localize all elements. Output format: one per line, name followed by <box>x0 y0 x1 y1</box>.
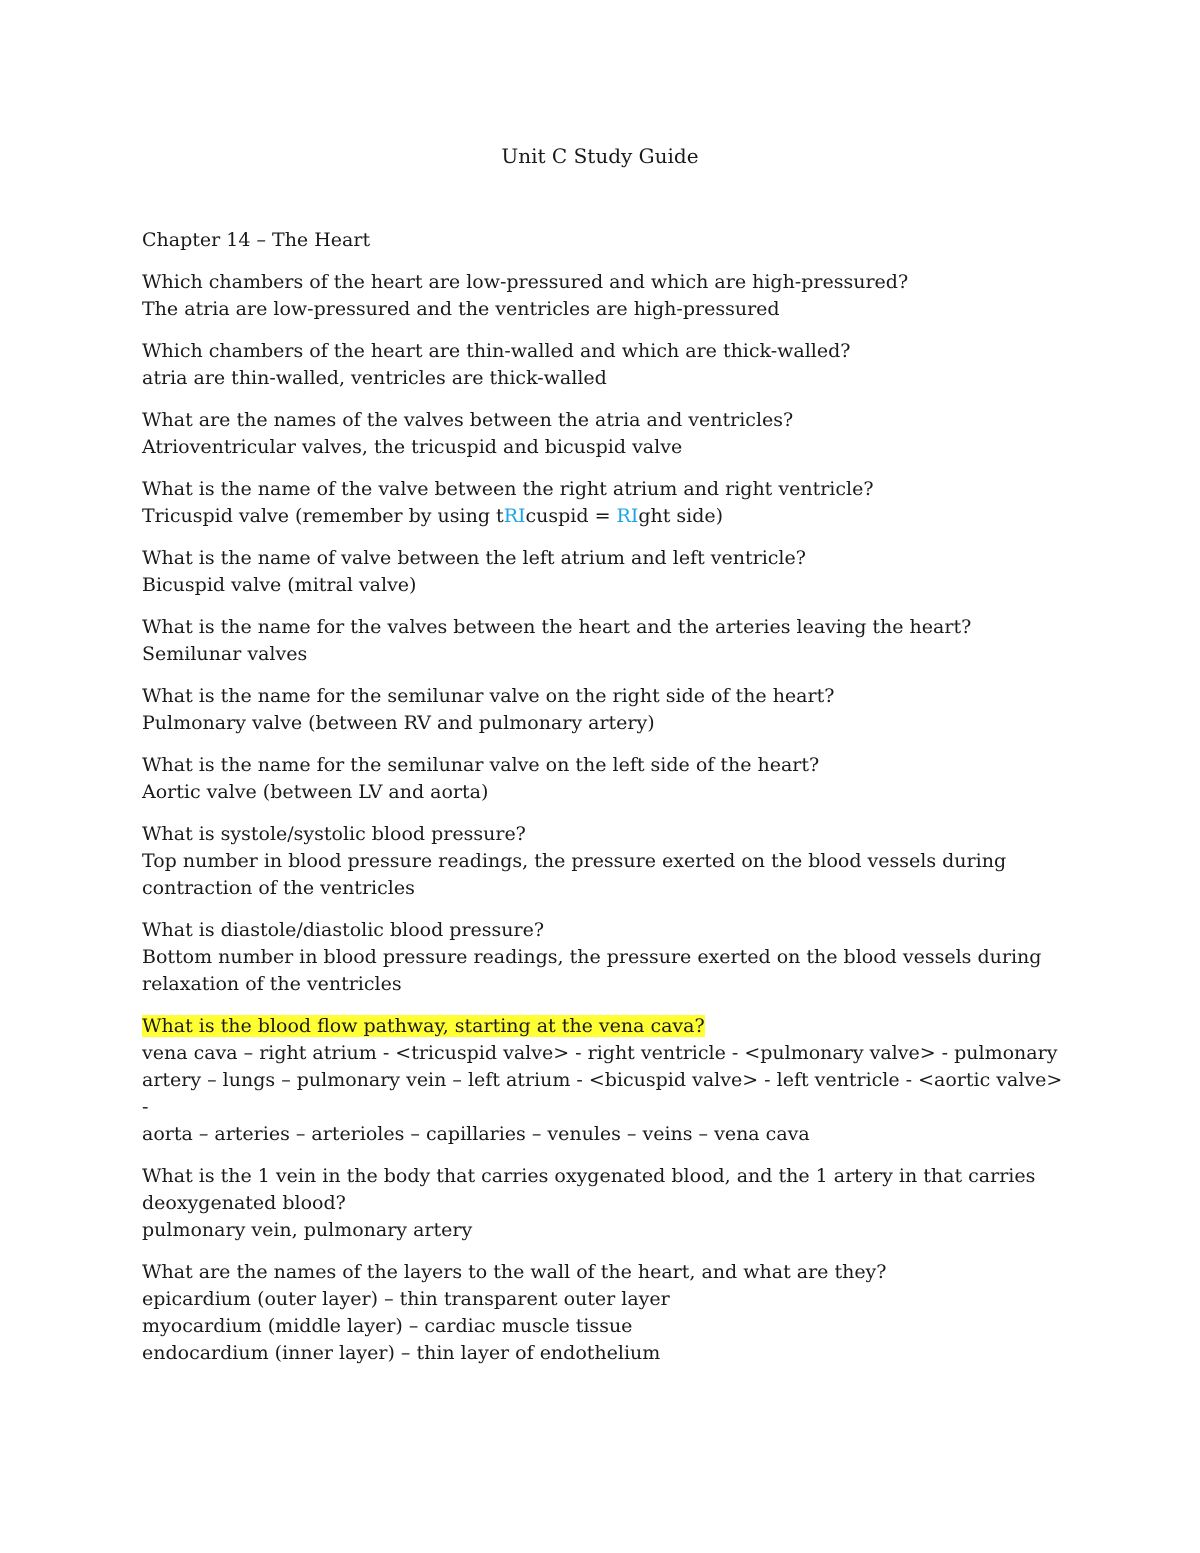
highlight-letters-ri: RI <box>616 505 639 527</box>
answer-text: Bicuspid valve (mitral valve) <box>142 574 417 596</box>
answer-text: myocardium (middle layer) – cardiac muscle tissue <box>142 1315 633 1337</box>
document-body <box>142 227 1067 1382</box>
answer-segment: Tricuspid valve (remember by using t <box>142 505 504 527</box>
question-text: deoxygenated blood? <box>142 1192 346 1214</box>
qa-item <box>142 917 1067 998</box>
answer-text: epicardium (outer layer) – thin transparent outer layer <box>142 1288 670 1310</box>
question-text: What is the name for the semilunar valve on the left side of the heart? <box>142 754 820 776</box>
qa-item <box>142 614 1067 668</box>
answer-text: pulmonary vein, pulmonary artery <box>142 1219 473 1241</box>
answer-text: atria are thin-walled, ventricles are thick-walled <box>142 367 607 389</box>
qa-item <box>142 545 1067 599</box>
question-text: What is diastole/diastolic blood pressure? <box>142 919 545 941</box>
highlighted-question: What is the blood flow pathway, starting at the vena cava? <box>142 1015 705 1037</box>
answer-text: vena cava – right atrium - <tricuspid valve> - right ventricle - <pulmonary valve> - pulmonary <box>142 1042 1058 1064</box>
answer-text: Aortic valve (between LV and aorta) <box>142 781 489 803</box>
chapter-heading: Chapter 14 – The Heart <box>142 229 371 251</box>
qa-item <box>142 821 1067 902</box>
answer-text: The atria are low-pressured and the ventricles are high-pressured <box>142 298 780 320</box>
question-text: Which chambers of the heart are low-pressured and which are high-pressured? <box>142 271 909 293</box>
question-text: What is the name for the valves between the heart and the arteries leaving the heart? <box>142 616 972 638</box>
answer-segment: ght side) <box>638 505 724 527</box>
qa-item <box>142 1013 1067 1148</box>
question-text <box>142 1013 1067 1040</box>
qa-item <box>142 1259 1067 1367</box>
qa-item <box>142 476 1067 530</box>
answer-text: endocardium (inner layer) – thin layer of endothelium <box>142 1342 661 1364</box>
question-text: What is systole/systolic blood pressure? <box>142 823 526 845</box>
question-text: What are the names of the valves between the atria and ventricles? <box>142 409 794 431</box>
qa-item <box>142 269 1067 323</box>
highlight-letters-ri: RI <box>503 505 526 527</box>
answer-text: Pulmonary valve (between RV and pulmonary artery) <box>142 712 655 734</box>
answer-segment: cuspid = <box>525 505 617 527</box>
question-text: What is the name for the semilunar valve on the right side of the heart? <box>142 685 835 707</box>
answer-text: Bottom number in blood pressure readings, the pressure exerted on the blood vessels during <box>142 946 1042 968</box>
answer-text: Top number in blood pressure readings, the pressure exerted on the blood vessels during <box>142 850 1007 872</box>
answer-text: relaxation of the ventricles <box>142 973 402 995</box>
question-text: What is the 1 vein in the body that carries oxygenated blood, and the 1 artery in that carries <box>142 1165 1036 1187</box>
question-text: What are the names of the layers to the wall of the heart, and what are they? <box>142 1261 887 1283</box>
question-text: What is the name of valve between the left atrium and left ventricle? <box>142 547 806 569</box>
qa-item <box>142 1163 1067 1244</box>
qa-item <box>142 752 1067 806</box>
qa-item <box>142 683 1067 737</box>
answer-text: artery – lungs – pulmonary vein – left atrium - <bicuspid valve> - left ventricle - <aortic valve> - <box>142 1069 1063 1118</box>
answer-text <box>142 503 1067 530</box>
answer-text: Semilunar valves <box>142 643 308 665</box>
qa-item <box>142 407 1067 461</box>
answer-text: aorta – arteries – arterioles – capillaries – venules – veins – vena cava <box>142 1123 810 1145</box>
question-text: What is the name of the valve between the right atrium and right ventricle? <box>142 478 874 500</box>
question-text: Which chambers of the heart are thin-walled and which are thick-walled? <box>142 340 851 362</box>
qa-item <box>142 338 1067 392</box>
answer-text: contraction of the ventricles <box>142 877 415 899</box>
answer-text: Atrioventricular valves, the tricuspid and bicuspid valve <box>142 436 683 458</box>
page-title: Unit C Study Guide <box>501 144 699 168</box>
